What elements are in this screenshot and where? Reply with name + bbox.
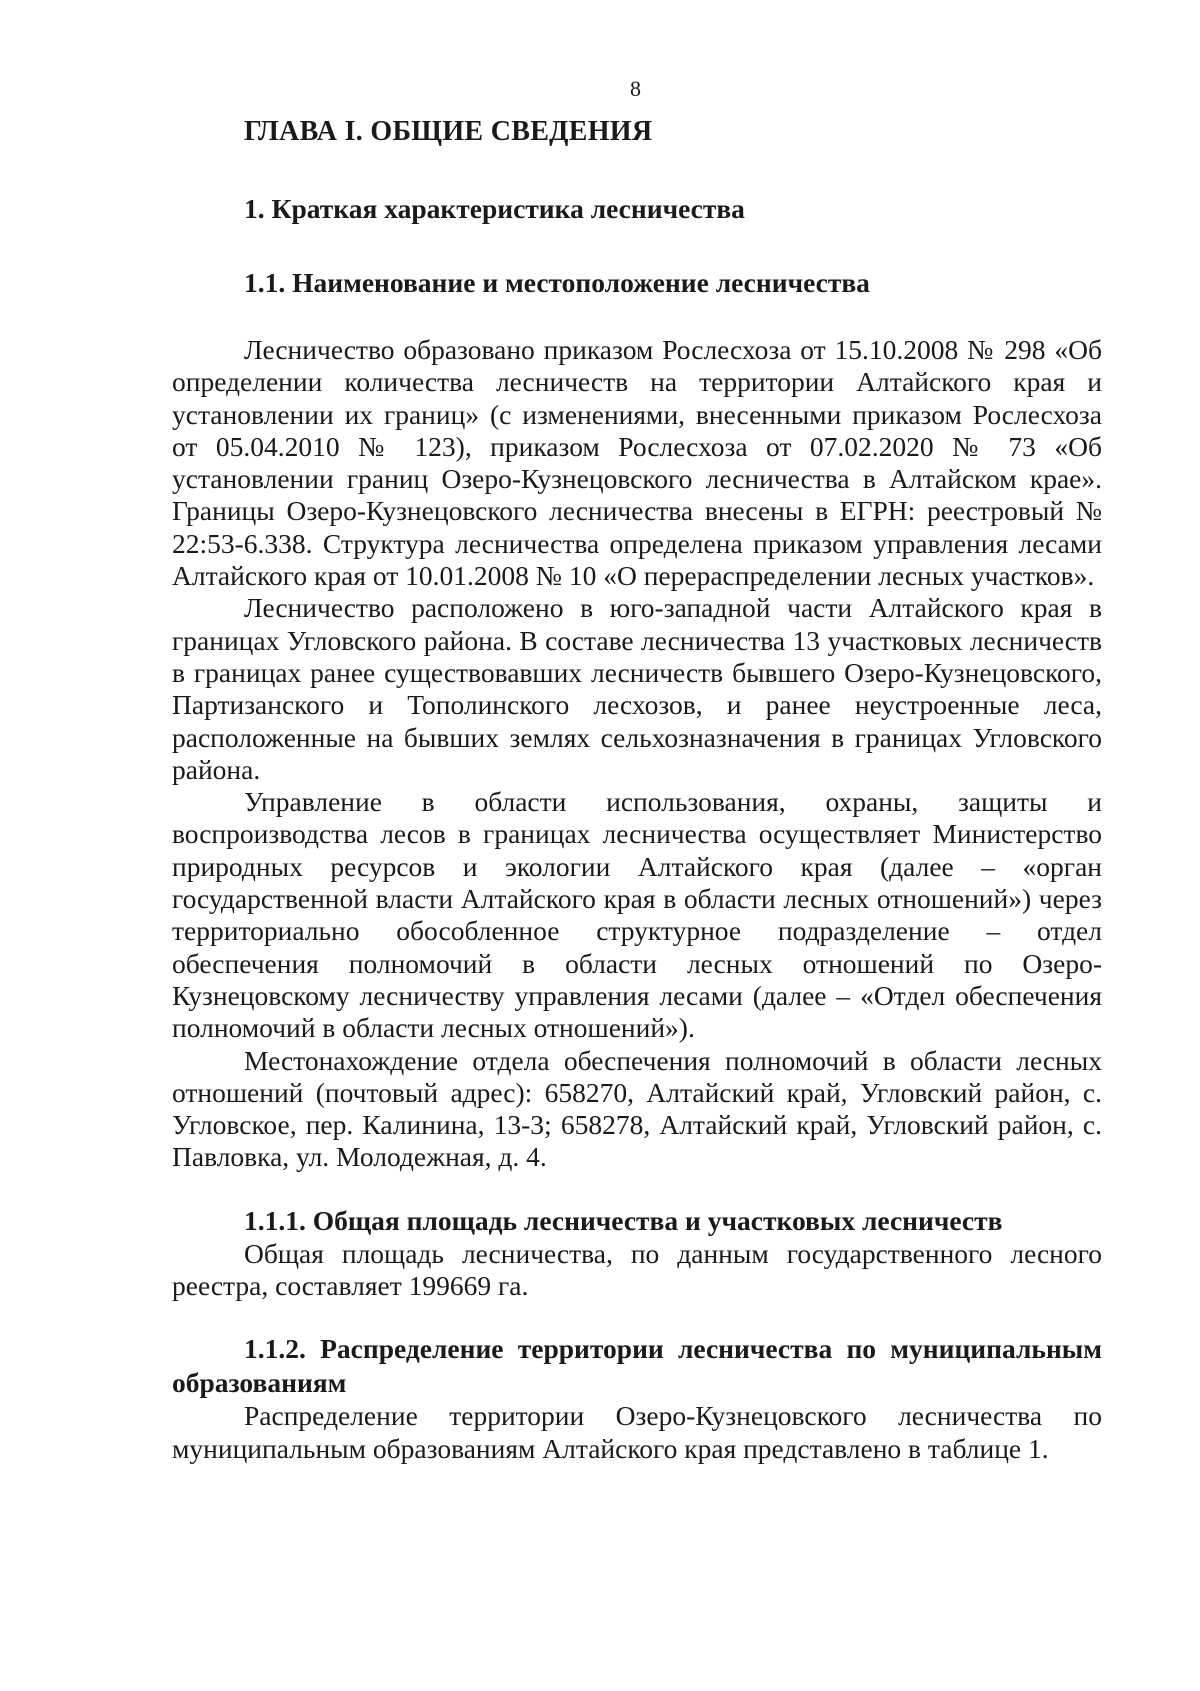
paragraph-address: Местонахождение отдела обеспечения полномочий в области лесных отношений (почтовый адрес): 658270, Алтайский край, Угловский район, с. Угловское, пер. Калинина, 13-3; 658278, Алтайский край, Угловский район, с. Павловка, ул. Молодежная, д. 4.	[172, 1044, 1102, 1173]
chapter-title: ГЛАВА I. ОБЩИЕ СВЕДЕНИЯ	[244, 116, 653, 147]
paragraph-location: Лесничество расположено в юго-западной части Алтайского края в границах Угловского района. В составе лесничества 13 участковых лесничеств в границах ранее существовавших лесничеств бывшего Озеро-Кузнецовского, Партизанского и Тополинского лесхозов, и ранее неустроенные леса, расположенные на бывших землях сельхозназначения в границах Угловского района.	[172, 592, 1102, 785]
paragraph-total-area: Общая площадь лесничества, по данным государственного лесного реестра, составляет 199669 га.	[172, 1237, 1102, 1302]
page-content	[172, 112, 1102, 1465]
section-1-1-title: 1.1. Наименование и местоположение лесничества	[244, 267, 870, 298]
paragraph-establishment: Лесничество образовано приказом Рослесхоза от 15.10.2008 № 298 «Об определении количества лесничеств на территории Алтайского края и установлении их границ» (с изменениями, внесенными приказом Рослесхоза от 05.04.2010 № 123), приказом Рослесхоза от 07.02.2020 № 73 «Об установлении границ Озеро-Кузнецовского лесничества в Алтайском крае». Границы Озеро-Кузнецовского лесничества внесены в ЕГРН: реестровый № 22:53-6.338. Структура лесничества определена приказом управления лесами Алтайского края от 10.01.2008 № 10 «О перераспределении лесных участков».	[172, 334, 1102, 592]
paragraph-distribution: Распределение территории Озеро-Кузнецовского лесничества по муниципальным образованиям Алтайского края представлено в таблице 1.	[172, 1400, 1102, 1464]
page-number: 8	[630, 76, 641, 101]
paragraph-management: Управление в области использования, охраны, защиты и воспроизводства лесов в границах лесничества осуществляет Министерство природных ресурсов и экологии Алтайского края (далее – «орган государственной власти Алтайского края в области лесных отношений») через территориально обособленное структурное подразделение – отдел обеспечения полномочий в области лесных отношений по Озеро-Кузнецовскому лесничеству управления лесами (далее – «Отдел обеспечения полномочий в области лесных отношений»).	[172, 786, 1102, 1044]
section-1-1-2-title: 1.1.2. Распределение территории лесничества по муниципальным образованиям	[172, 1333, 1102, 1399]
section-1-title: 1. Краткая характеристика лесничества	[244, 193, 745, 224]
section-1-1-1-title: 1.1.1. Общая площадь лесничества и участковых лесничеств	[244, 1204, 1003, 1236]
